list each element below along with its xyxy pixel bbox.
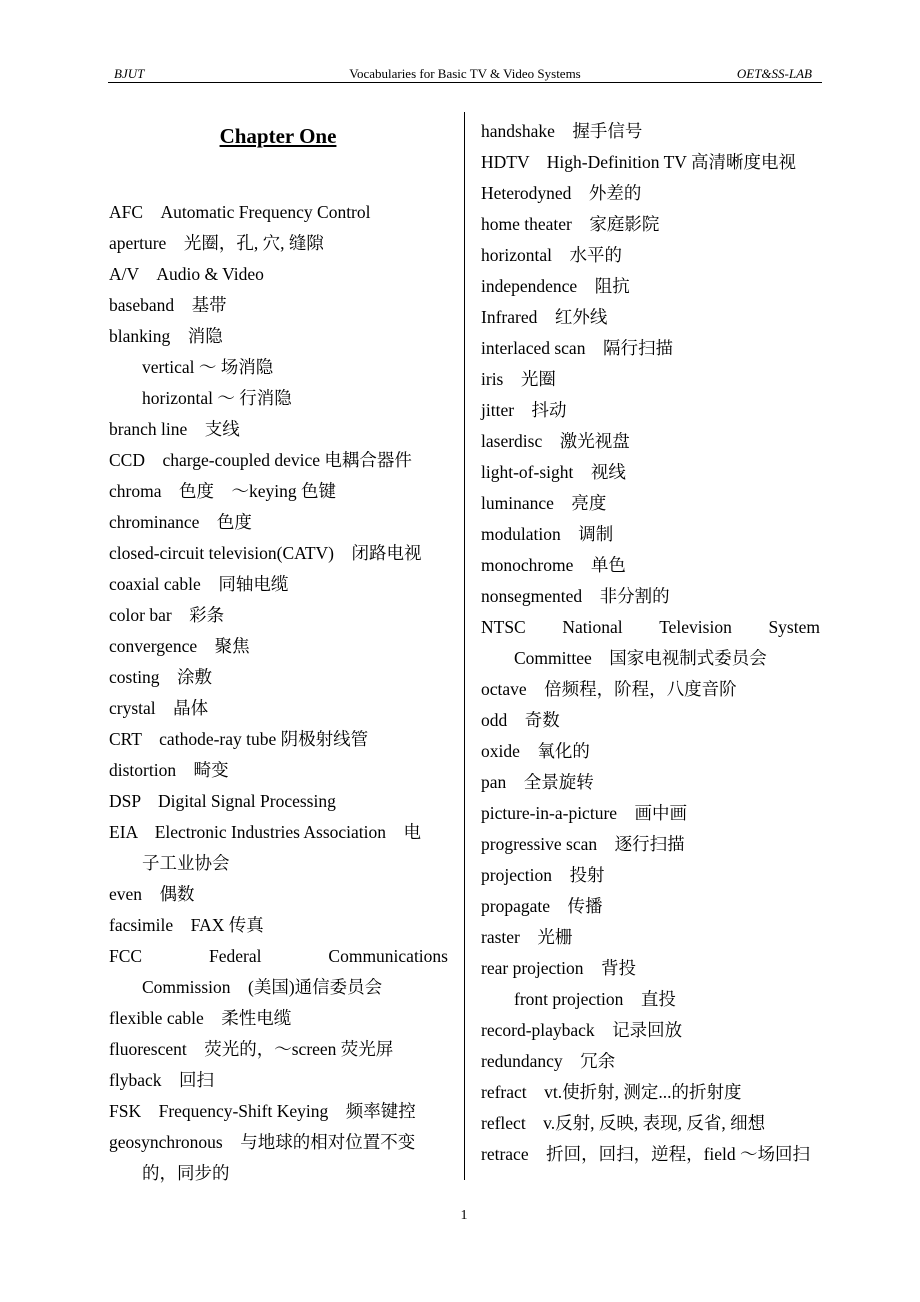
glossary-entry: picture-in-a-picture 画中画 [481,803,688,823]
glossary-entry: modulation 调制 [481,524,614,544]
glossary-entry: jitter 抖动 [481,400,567,420]
glossary-entry: flyback 回扫 [109,1070,214,1090]
glossary-entry: chroma 色度 ～keying 色键 [109,481,336,501]
glossary-entry: octave 倍频程，阶程，八度音阶 [481,679,737,699]
glossary-entry: reflect v.反射, 反映, 表现, 反省, 细想 [481,1113,766,1133]
glossary-entry: DSP Digital Signal Processing [109,791,336,811]
right-column [481,118,821,1172]
glossary-subentry: front projection 直投 [514,989,676,1009]
glossary-entry: CCD charge-coupled device 电耦合器件 [109,450,412,470]
glossary-entry: even 偶数 [109,884,195,904]
glossary-entry: Heterodyned 外差的 [481,183,642,203]
glossary-entry: handshake 握手信号 [481,121,643,141]
glossary-entry: geosynchronous 与地球的相对位置不变 [109,1132,416,1152]
glossary-entry: propagate 传播 [481,896,603,916]
page-number: 1 [460,1208,468,1223]
glossary-entry: odd 奇数 [481,710,560,730]
glossary-entry: HDTV High-Definition TV 高清晰度电视 [481,152,796,172]
glossary-entry: iris 光圈 [481,369,556,389]
glossary-entry: EIA Electronic Industries Association 电 [109,822,422,842]
page-header [108,64,822,84]
glossary-entry: Infrared 红外线 [481,307,608,327]
glossary-entry: redundancy 冗余 [481,1051,616,1071]
header-rule [108,82,822,83]
glossary-entry: blanking 消隐 [109,326,223,346]
glossary-entry: light-of-sight 视线 [481,462,626,482]
glossary-entry: projection 投射 [481,865,605,885]
glossary-entry: baseband 基带 [109,295,227,315]
left-column [109,199,449,1191]
justified-word: System [768,617,820,637]
glossary-entry: raster 光栅 [481,927,573,947]
glossary-entry-justified [109,943,448,974]
glossary-entry: convergence 聚焦 [109,636,250,656]
glossary-continuation: Commission (美国)通信委员会 [142,977,383,997]
glossary-subentry: vertical ～ 场消隐 [142,357,274,377]
glossary-entry: FSK Frequency-Shift Keying 频率键控 [109,1101,416,1121]
glossary-entry: luminance 亮度 [481,493,607,513]
glossary-entry-justified [481,614,820,645]
glossary-entry: distortion 畸变 [109,760,229,780]
glossary-entry: facsimile FAX 传真 [109,915,264,935]
glossary-entry: retrace 折回，回扫，逆程，field ～场回扫 [481,1144,811,1164]
glossary-entry: laserdisc 激光视盘 [481,431,630,451]
header-right: OET&SS-LAB [736,66,812,81]
glossary-entry: coaxial cable 同轴电缆 [109,574,289,594]
justified-word: National [562,617,623,637]
glossary-entry: home theater 家庭影院 [481,214,660,234]
justified-word: Federal [209,946,262,966]
glossary-entry: horizontal 水平的 [481,245,622,265]
glossary-entry: AFC Automatic Frequency Control [109,202,371,222]
glossary-entry: color bar 彩条 [109,605,225,625]
glossary-entry: record-playback 记录回放 [481,1020,683,1040]
glossary-entry: rear projection 背投 [481,958,637,978]
glossary-entry: monochrome 单色 [481,555,626,575]
glossary-continuation: Committee 国家电视制式委员会 [514,648,767,668]
glossary-entry: costing 涂敷 [109,667,213,687]
glossary-entry: nonsegmented 非分割的 [481,586,670,606]
glossary-subentry: horizontal ～ 行消隐 [142,388,292,408]
header-left: BJUT [114,66,145,81]
glossary-entry: progressive scan 逐行扫描 [481,834,685,854]
glossary-entry: closed-circuit television(CATV) 闭路电视 [109,543,422,563]
glossary-entry: flexible cable 柔性电缆 [109,1008,292,1028]
glossary-entry: interlaced scan 隔行扫描 [481,338,673,358]
glossary-entry: branch line 支线 [109,419,240,439]
justified-word: FCC [109,946,143,966]
justified-word: Communications [328,946,448,966]
glossary-entry: A/V Audio & Video [109,264,264,284]
glossary-entry: chrominance 色度 [109,512,252,532]
glossary-entry: crystal 晶体 [109,698,209,718]
glossary-continuation: 的，同步的 [142,1163,230,1183]
glossary-entry: pan 全景旋转 [481,772,594,792]
justified-word: NTSC [481,617,526,637]
glossary-entry: aperture 光圈，孔, 穴, 缝隙 [109,233,324,253]
glossary-entry: refract vt.使折射, 测定...的折射度 [481,1082,742,1102]
glossary-entry: CRT cathode-ray tube 阴极射线管 [109,729,369,749]
column-divider [464,112,465,1180]
glossary-continuation: 子工业协会 [142,853,230,873]
glossary-entry: oxide 氧化的 [481,741,590,761]
chapter-title: Chapter One [219,124,337,148]
header-center: Vocabularies for Basic TV & Video Systems [349,66,581,81]
glossary-entry: fluorescent 荧光的，～screen 荧光屏 [109,1039,394,1059]
glossary-entry: independence 阻抗 [481,276,630,296]
justified-word: Television [659,617,732,637]
